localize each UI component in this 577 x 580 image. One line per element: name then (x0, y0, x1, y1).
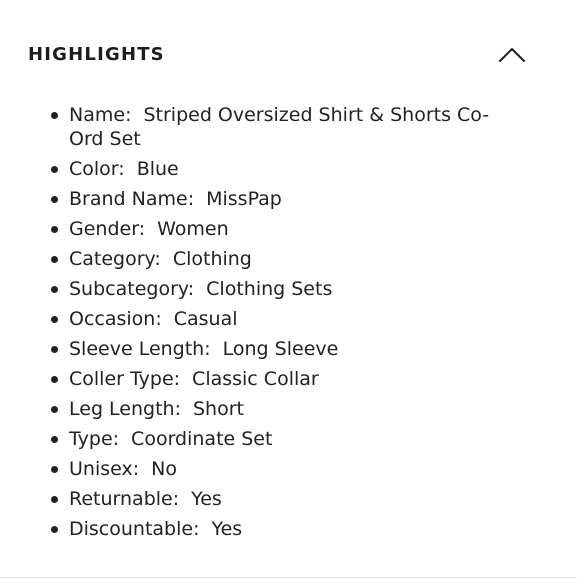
bullet-icon (51, 376, 58, 383)
attribute-label: Leg Length : (69, 398, 181, 420)
attribute-value: Yes (211, 518, 243, 540)
list-item (48, 337, 518, 361)
attribute-value: Long Sleeve (222, 338, 339, 360)
bullet-icon (51, 256, 58, 263)
list-item (48, 517, 518, 541)
attribute-value: Classic Collar (192, 368, 319, 390)
attribute-value: Clothing (172, 248, 252, 270)
list-item (48, 427, 518, 451)
bullet-icon (51, 316, 58, 323)
bullet-icon (51, 346, 58, 353)
list-item (48, 157, 518, 181)
attribute-value: Short (192, 398, 244, 420)
attribute-value: Blue (136, 158, 179, 180)
attribute-label: Discountable : (69, 518, 200, 540)
section-title: HIGHLIGHTS (28, 44, 165, 65)
list-item (48, 367, 518, 391)
highlights-header[interactable] (28, 38, 528, 74)
attribute-value: Striped Oversized Shirt & Shorts Co-Ord Set (69, 104, 490, 150)
bullet-icon (51, 406, 58, 413)
bullet-icon (51, 112, 58, 119)
list-item (48, 217, 518, 241)
attribute-label: Coller Type : (69, 368, 180, 390)
section-divider (0, 577, 577, 578)
attribute-label: Type : (69, 428, 119, 450)
list-item (48, 307, 518, 331)
attribute-value: No (151, 458, 177, 480)
bullet-icon (51, 526, 58, 533)
attribute-label: Returnable : (69, 488, 179, 510)
attribute-label: Occasion : (69, 308, 162, 330)
attribute-value: MissPap (206, 188, 282, 210)
attribute-list (48, 103, 518, 547)
bullet-icon (51, 196, 58, 203)
attribute-value: Yes (191, 488, 222, 510)
list-item (48, 397, 518, 421)
attribute-value: Clothing Sets (206, 278, 333, 300)
bullet-icon (51, 166, 58, 173)
attribute-label: Gender : (69, 218, 145, 240)
list-item (48, 103, 518, 151)
attribute-label: Sleeve Length : (69, 338, 211, 360)
attribute-value: Women (157, 218, 229, 240)
attribute-label: Brand Name : (69, 188, 194, 210)
attribute-value: Casual (173, 308, 238, 330)
attribute-label: Color : (69, 158, 125, 180)
attribute-label: Subcategory : (69, 278, 194, 300)
bullet-icon (51, 286, 58, 293)
list-item (48, 487, 518, 511)
attribute-value: Coordinate Set (131, 428, 273, 450)
bullet-icon (51, 226, 58, 233)
chevron-up-icon[interactable] (498, 42, 526, 66)
bullet-icon (51, 496, 58, 503)
list-item (48, 277, 518, 301)
list-item (48, 187, 518, 211)
list-item (48, 247, 518, 271)
attribute-label: Category : (69, 248, 161, 270)
attribute-label: Unisex : (69, 458, 139, 480)
bullet-icon (51, 466, 58, 473)
attribute-label: Name : (69, 104, 131, 126)
list-item (48, 457, 518, 481)
bullet-icon (51, 436, 58, 443)
